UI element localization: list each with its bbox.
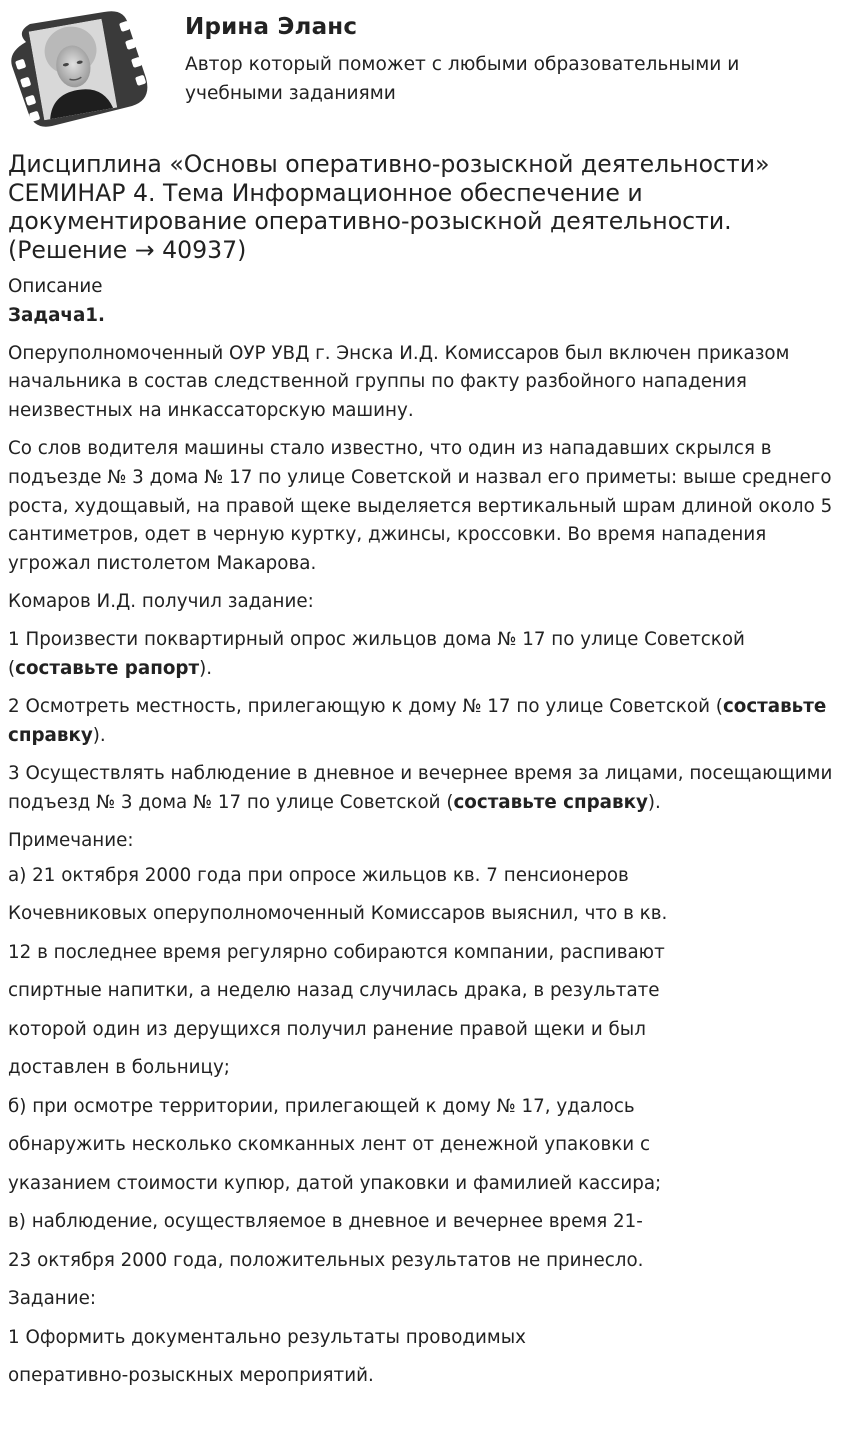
author-name[interactable]: Ирина Эланс [185, 14, 358, 40]
note-label: Примечание: [8, 829, 134, 851]
paragraph-assignment: Комаров И.Д. получил задание: [8, 591, 314, 612]
task-item-3-bold: составьте справку [453, 791, 648, 813]
note-lines [8, 857, 838, 1396]
note-line: Кочевниковых оперуполномоченный Комиссаров выяснил, что в кв. [8, 903, 668, 924]
task-item-3-end: ). [647, 791, 661, 813]
task-item-1-end: ). [199, 657, 213, 679]
task-item-3 [8, 760, 838, 817]
task-heading [8, 302, 838, 331]
task-item-2 [8, 693, 838, 750]
author-header [8, 8, 839, 128]
note-line: 23 октября 2000 года, положительных результатов не принесло. [8, 1249, 644, 1271]
task-heading-text: Задача1. [8, 304, 105, 326]
note-line: а) 21 октября 2000 года при опросе жильцов кв. 7 пенсионеров [8, 864, 629, 886]
task-item-1 [8, 626, 838, 683]
note-line: указанием стоимости купюр, датой упаковки и фамилией кассира; [8, 1172, 662, 1194]
task-item-3-text: 3 Осуществлять наблюдение в дневное и вечернее время за лицами, посещающими подъезд № 3 дома № 17 по улице Советской ( [8, 763, 833, 813]
task-item-1-bold: составьте рапорт [15, 657, 200, 679]
paragraph-witness: Со слов водителя машины стало известно, что один из нападавших скрылся в подъезде № 3 дома № 17 по улице Советской и назвал его приметы: выше среднего роста, худощавый, на правой щеке выделяется вертикальный шрам длиной около 5 сантиметров, одет в черную куртку, джинсы, кроссовки. Во время нападения угрожал пистолетом Макарова. [8, 438, 833, 574]
note-line: в) наблюдение, осуществляемое в дневное и вечернее время 21- [8, 1211, 643, 1232]
note-line: обнаружить несколько скомканных лент от денежной упаковки с [8, 1134, 651, 1155]
author-avatar [8, 8, 150, 128]
note-line: доставлен в больницу; [8, 1057, 230, 1078]
note-line: 12 в последнее время регулярно собираются компании, распивают [8, 941, 665, 963]
author-description: Автор который поможет с любыми образовательными и учебными заданиями [185, 54, 740, 104]
task-item-2-end: ). [92, 724, 106, 746]
task-item-1-text: 1 Произвести поквартирный опрос жильцов дома № 17 по улице Советской ( [8, 629, 745, 679]
task-item-2-bold: составьте справку [8, 696, 827, 746]
note-line: оперативно-розыскных мероприятий. [8, 1365, 374, 1386]
page-title: Дисциплина «Основы оперативно-розыскной деятельности» СЕМИНАР 4. Тема Информационное обеспечение и документирование оперативно-розыскной деятельности. (Решение → 40937) [8, 150, 770, 264]
note-line: б) при осмотре территории, прилегающей к дому № 17, удалось [8, 1095, 635, 1117]
task-label: Задание: [8, 1288, 97, 1309]
note-line: 1 Оформить документально результаты проводимых [8, 1326, 526, 1348]
description-label: Описание [8, 276, 103, 297]
task-item-2-text: 2 Осмотреть местность, прилегающую к дому № 17 по улице Советской ( [8, 696, 723, 718]
note-line: спиртные напитки, а неделю назад случилась драка, в результате [8, 980, 660, 1001]
note-line: которой один из дерущихся получил ранение правой щеки и был [8, 1018, 646, 1040]
document-body [8, 273, 838, 1396]
paragraph-intro: Оперуполномоченный ОУР УВД г. Энска И.Д. Комиссаров был включен приказом начальника в состав следственной группы по факту разбойного нападения неизвестных на инкассаторскую машину. [8, 342, 790, 422]
